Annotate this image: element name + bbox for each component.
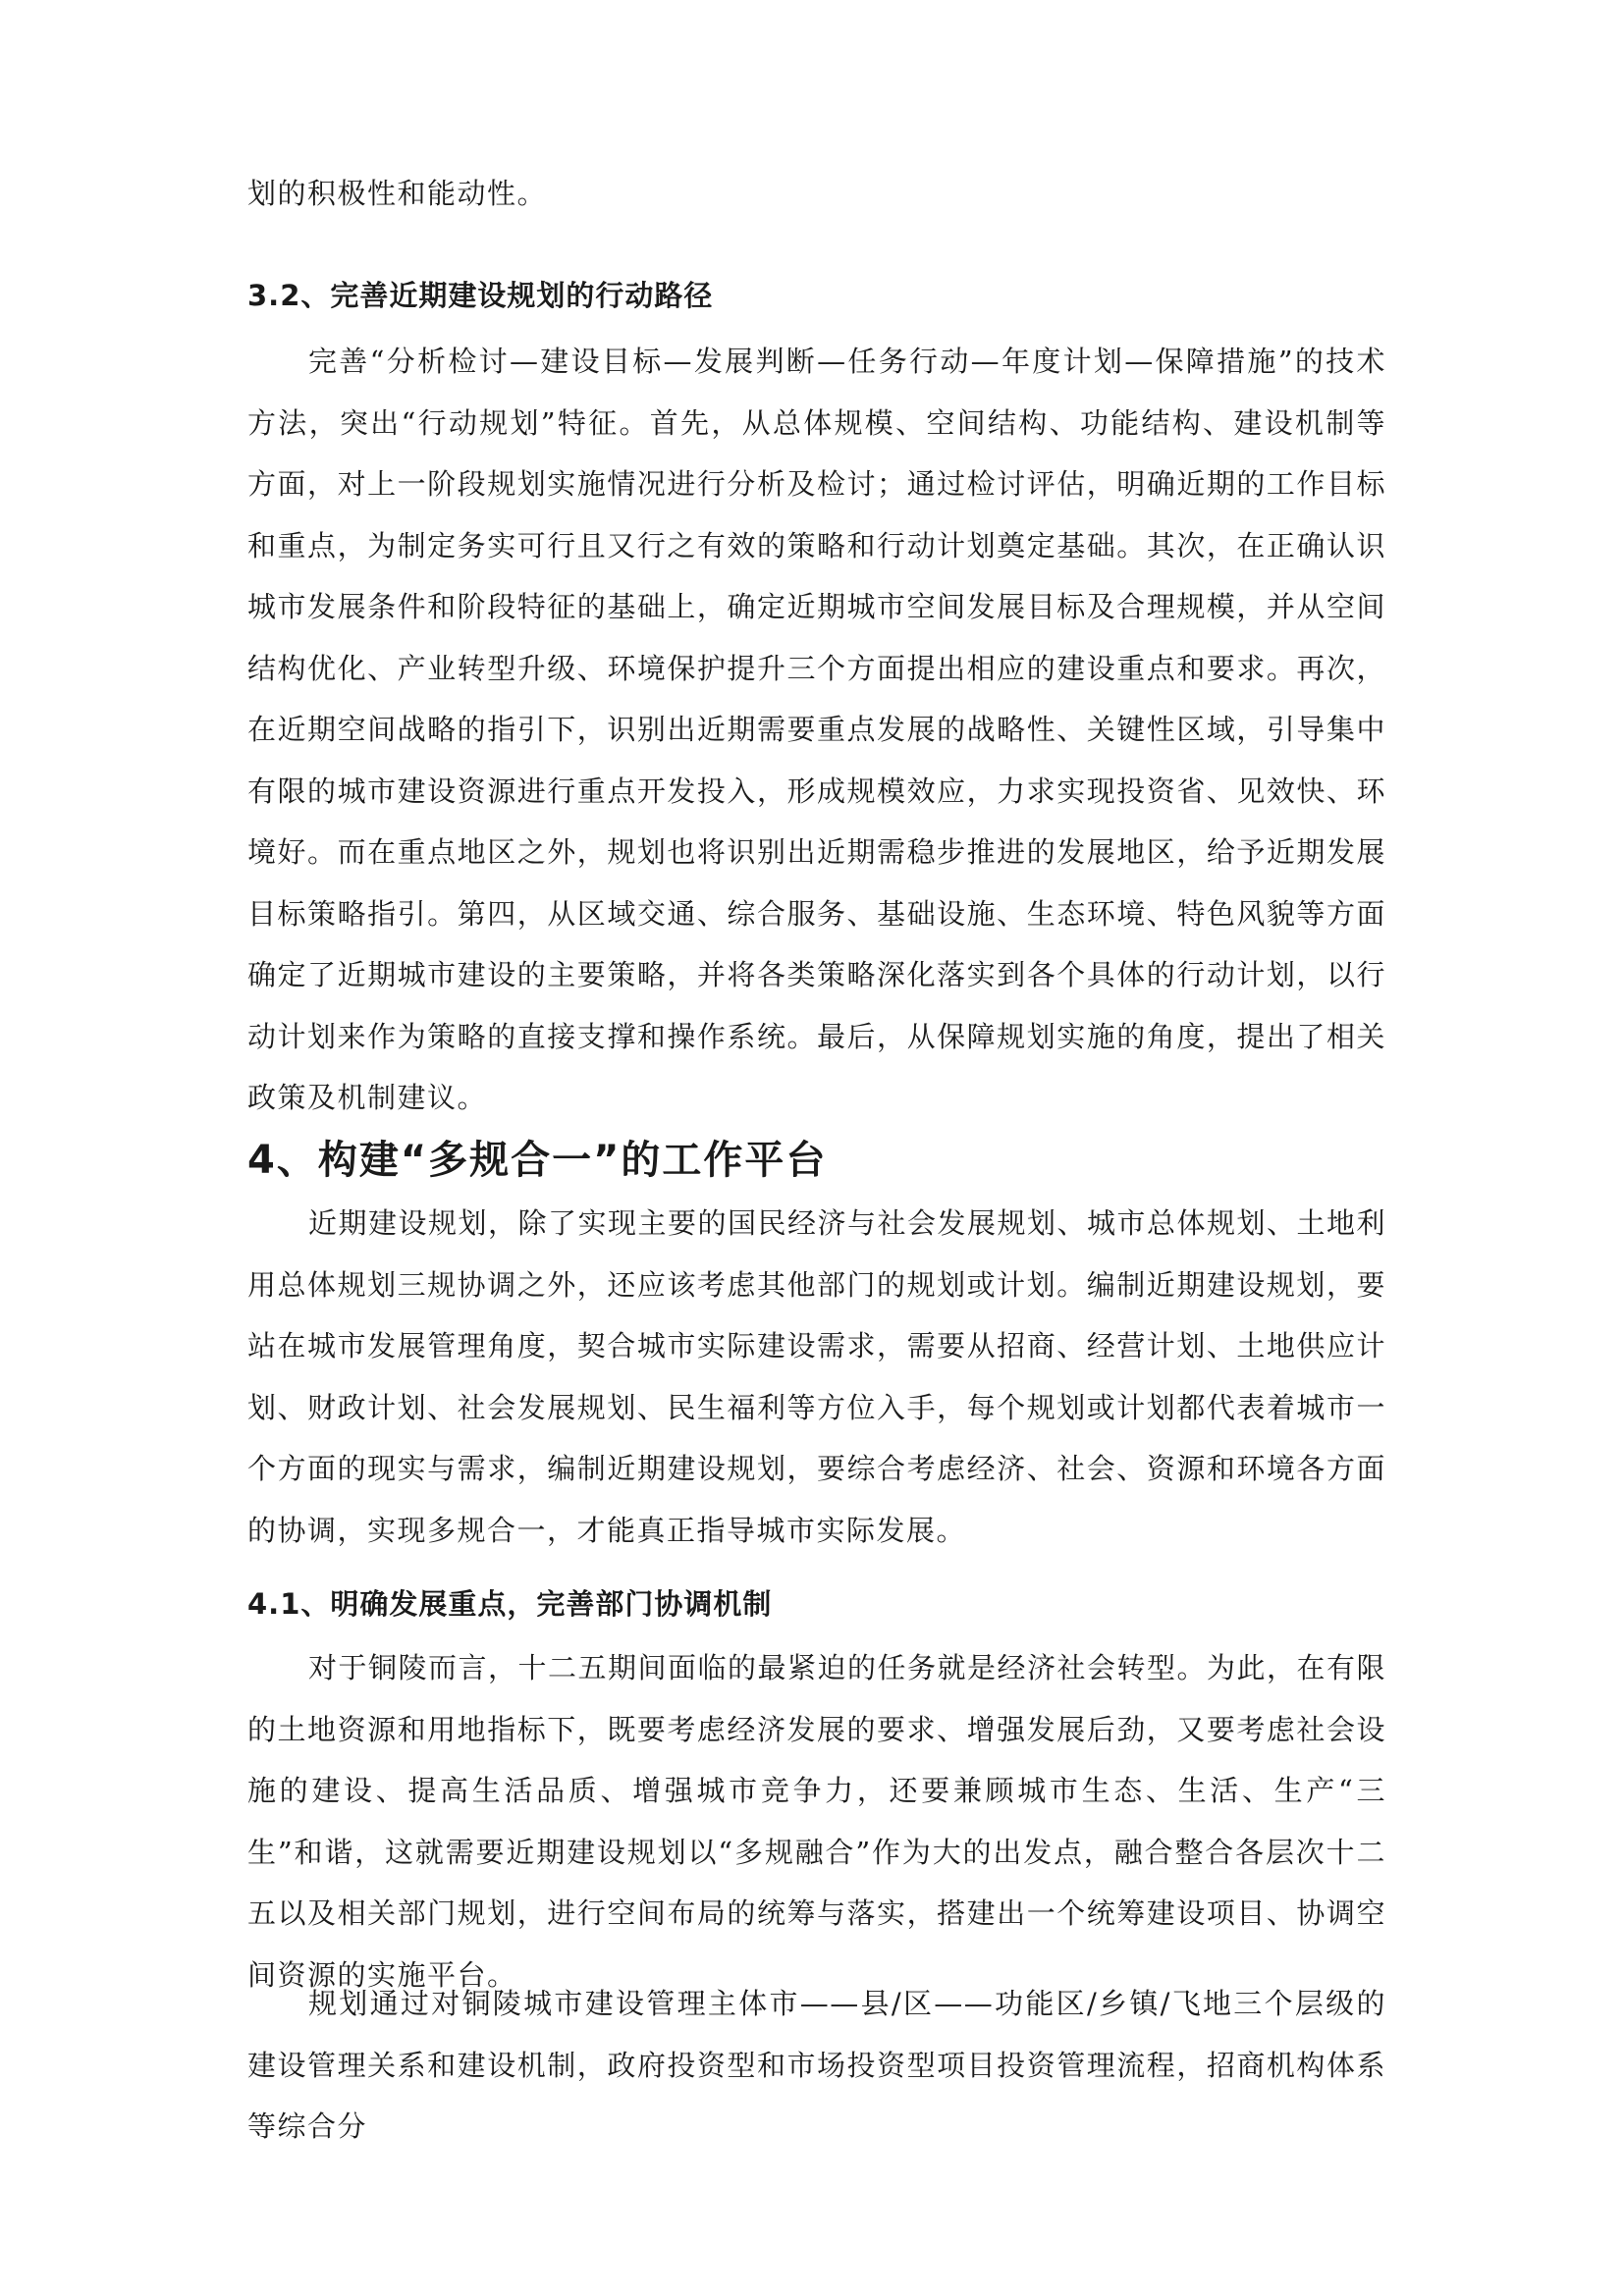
section-4-heading: 4、构建“多规合一”的工作平台 [247, 1138, 828, 1183]
section-4-paragraph: 近期建设规划，除了实现主要的国民经济与社会发展规划、城市总体规划、土地利用总体规划三规协调之外，还应该考虑其他部门的规划或计划。编制近期建设规划，要站在城市发展管理角度，契合城市实际建设需求，需要从招商、经营计划、土地供应计划、财政计划、社会发展规划、民生福利等方位入手，每个规划或计划都代表着城市一个方面的现实与需求，编制近期建设规划，要综合考虑经济、社会、资源和环境各方面的协调，实现多规合一，才能真正指导城市实际发展。 [247, 1206, 1387, 1547]
section-4-1-paragraph-2: 规划通过对铜陵城市建设管理主体市——县/区——功能区/乡镇/飞地三个层级的建设管理关系和建设机制，政府投资型和市场投资型项目投资管理流程，招商机构体系等综合分 [247, 1987, 1386, 2143]
section-4-1-heading: 4.1、明确发展重点，完善部门协调机制 [247, 1587, 773, 1621]
section-3-2-heading: 3.2、完善近期建设规划的行动路径 [247, 279, 714, 312]
section-3-2-paragraph: 完善“分析检讨—建设目标—发展判断—任务行动—年度计划—保障措施”的技术方法，突出“行动规划”特征。首先，从总体规模、空间结构、功能结构、建设机制等方面，对上一阶段规划实施情况进行分析及检讨；通过检讨评估，明确近期的工作目标和重点，为制定务实可行且又行之有效的策略和行动计划奠定基础。其次，在正确认识城市发展条件和阶段特征的基础上，确定近期城市空间发展目标及合理规模，并从空间结构优化、产业转型升级、环境保护提升三个方面提出相应的建设重点和要求。再次，在近期空间战略的指引下，识别出近期需要重点发展的战略性、关键性区域，引导集中有限的城市建设资源进行重点开发投入，形成规模效应，力求实现投资省、见效快、环境好。而在重点地区之外，规划也将识别出近期需稳步推进的发展地区，给予近期发展目标策略指引。第四，从区域交通、综合服务、基础设施、生态环境、特色风貌等方面确定了近期城市建设的主要策略，并将各类策略深化落实到各个具体的行动计划，以行动计划来作为策略的直接支撑和操作系统。最后，从保障规划实施的角度，提出了相关政策及机制建议。 [247, 345, 1386, 1114]
section-4-1-paragraph-1: 对于铜陵而言，十二五期间面临的最紧迫的任务就是经济社会转型。为此，在有限的土地资源和用地指标下，既要考虑经济发展的要求、增强发展后劲，又要考虑社会设施的建设、提高生活品质、增强城市竞争力，还要兼顾城市生态、生活、生产“三生”和谐，这就需要近期建设规划以“多规融合”作为大的出发点，融合整合各层次十二五以及相关部门规划，进行空间布局的统筹与落实，搭建出一个统筹建设项目、协调空间资源的实施平台。 [247, 1651, 1387, 1992]
continuation-paragraph: 划的积极性和能动性。 [247, 177, 548, 210]
